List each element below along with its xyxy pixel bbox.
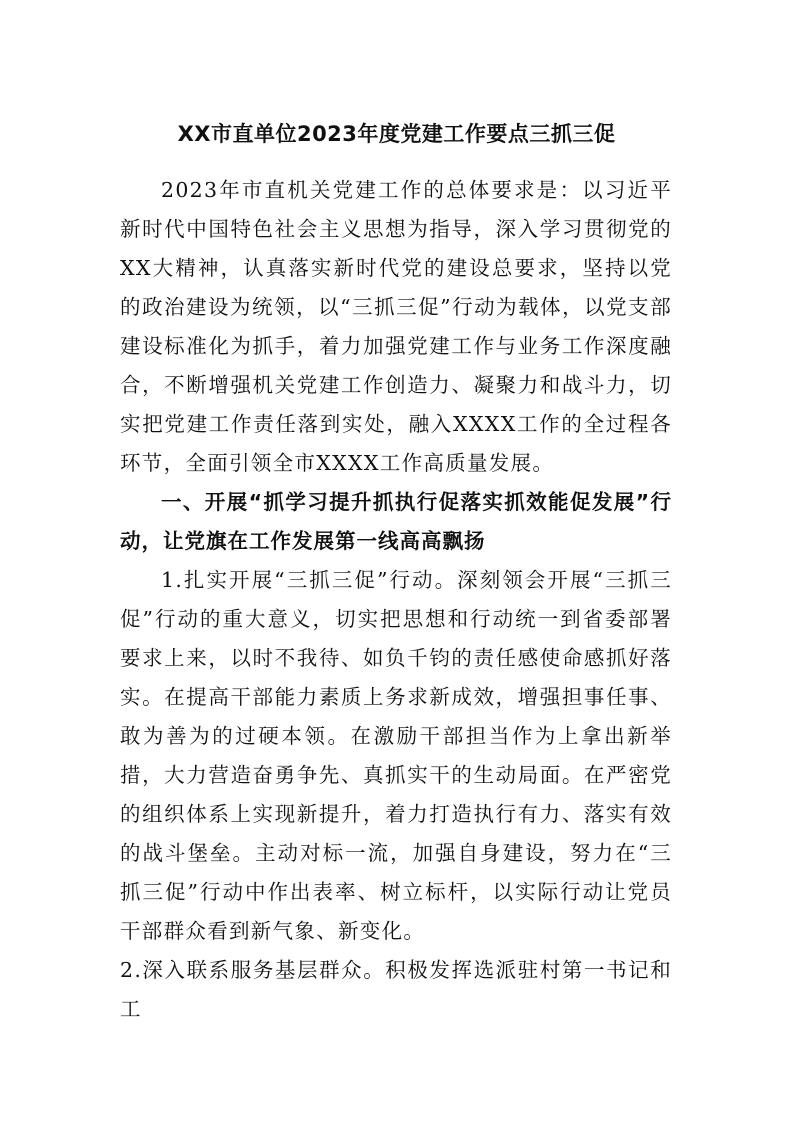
document-body bbox=[120, 171, 672, 1029]
document-title: XX市直单位2023年度党建工作要点三抓三促 bbox=[177, 122, 616, 146]
intro-paragraph: 2023年市直机关党建工作的总体要求是：以习近平新时代中国特色社会主义思想为指导，深入学习贯彻党的XX大精神，认真落实新时代党的建设总要求，坚持以党的政治建设为统领，以“三抓三促”行动为载体，以党支部建设标准化为抓手，着力加强党建工作与业务工作深度融合，不断增强机关党建工作创造力、凝聚力和战斗力，切实把党建工作责任落到实处，融入XXXX工作的全过程各环节，全面引领全市XXXX工作高质量发展。 bbox=[120, 178, 672, 475]
section-1-item-2: 2.深入联系服务基层群众。积极发挥选派驻村第一书记和工 bbox=[120, 958, 672, 1021]
section-1-heading: 一、开展“抓学习提升抓执行促落实抓效能促发展”行动，让党旗在工作发展第一线高高飘扬 bbox=[120, 490, 672, 553]
section-1-item-1: 1.扎实开展“三抓三促”行动。深刻领会开展“三抓三促”行动的重大意义，切实把思想和行动统一到省委部署要求上来，以时不我待、如负千钧的责任感使命感抓好落实。在提高干部能力素质上务求新成效，增强担事任事、敢为善为的过硬本领。在激励干部担当作为上拿出新举措，大力营造奋勇争先、真抓实干的生动局面。在严密党的组织体系上实现新提升，着力打造执行有力、落实有效的战斗堡垒。主动对标一流，加强自身建设，努力在“三抓三促”行动中作出表率、树立标杆，以实际行动让党员干部群众看到新气象、新变化。 bbox=[120, 568, 672, 943]
